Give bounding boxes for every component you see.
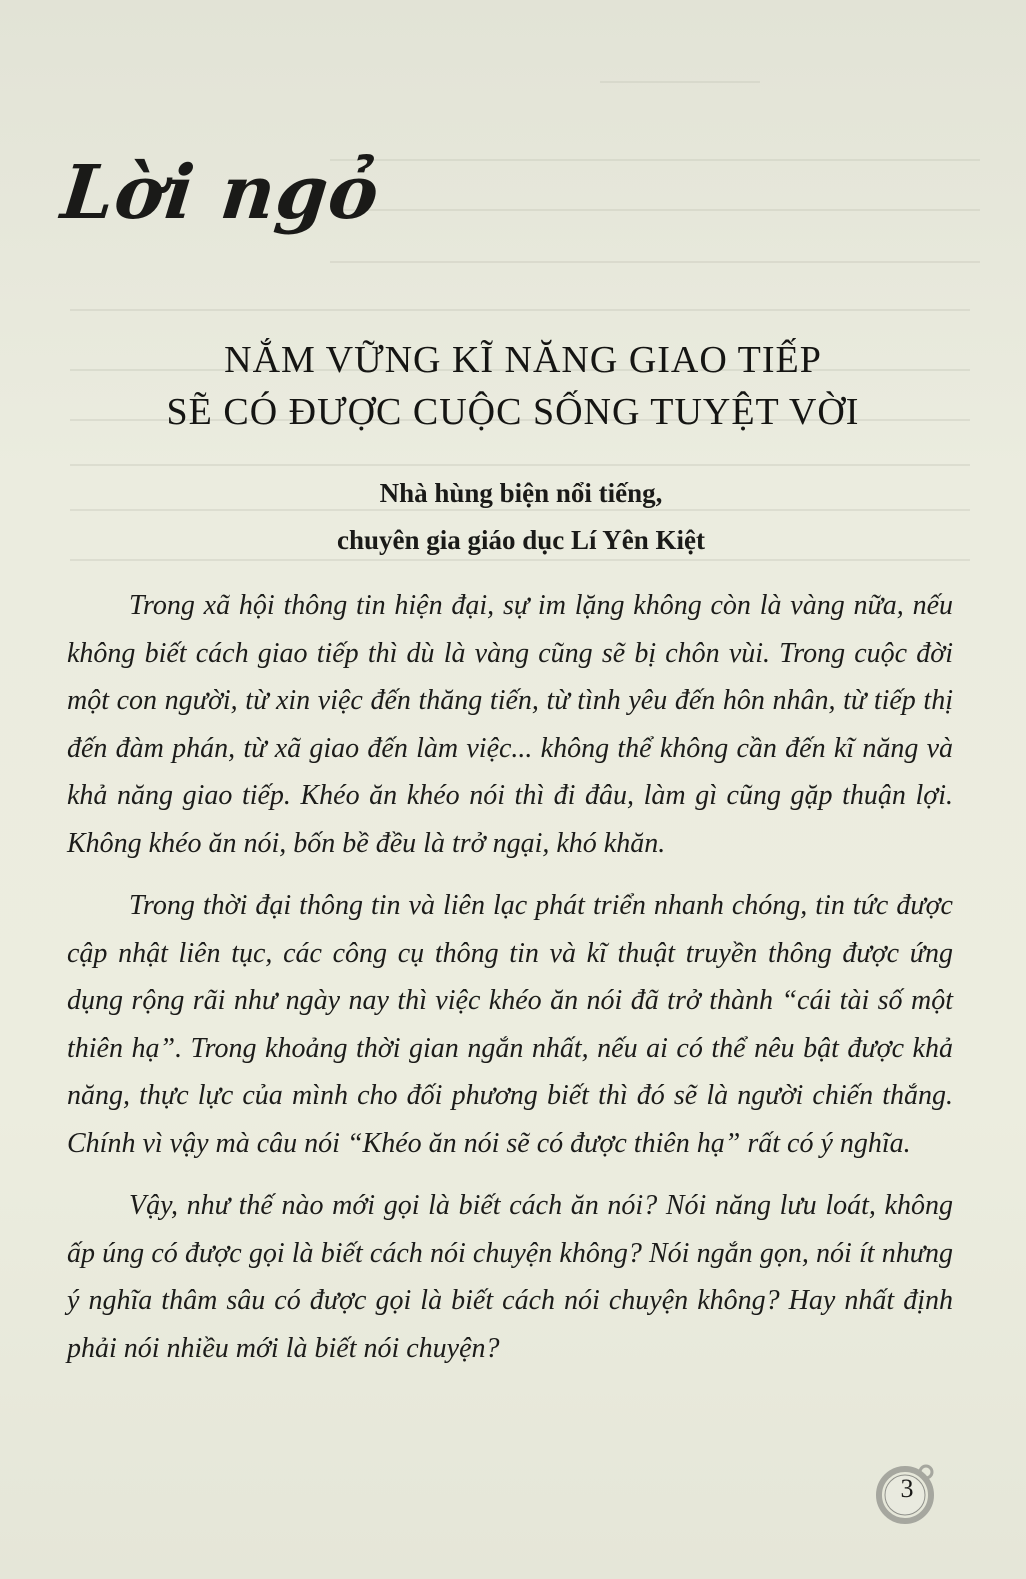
paragraph: Vậy, như thế nào mới gọi là biết cách ăn nói? Nói năng lưu loát, không ấp úng có được gọi là biết cách nói chuyện không? Nói ngắn gọn, nói ít nhưng ý nghĩa thâm sâu có được gọi là biết cách nói chuyện không? Hay nhất định phải nói nhiều mới là biết nói chuyện? [67,1190,953,1364]
paragraph: Trong xã hội thông tin hiện đại, sự im lặng không còn là vàng nữa, nếu không biết cách giao tiếp thì dù là vàng cũng sẽ bị chôn vùi. Trong cuộc đời một con người, từ xin việc đến thăng tiến, từ tình yêu đến hôn nhân, từ tiếp thị đến đàm phán, từ xã giao đến làm việc... không thể không cần đến kĩ năng và khả năng giao tiếp. Khéo ăn khéo nói thì đi đâu, làm gì cũng gặp thuận lợi. Không khéo ăn nói, bốn bề đều là trở ngại, khó khăn. [67,590,953,859]
chapter-title-line-1: NẮM VỮNG KĨ NĂNG GIAO TIẾP [224,339,822,381]
page-number-badge [874,1460,940,1526]
chapter-title-line-2: SẼ CÓ ĐƯỢC CUỘC SỐNG TUYỆT VỜI [166,391,860,433]
paragraph: Trong thời đại thông tin và liên lạc phát triển nhanh chóng, tin tức được cập nhật liên tục, các công cụ thông tin và kĩ thuật truyền thông được ứng dụng rộng rãi như ngày nay thì việc khéo ăn nói đã trở thành “cái tài số một thiên hạ”. Trong khoảng thời gian ngắn nhất, nếu ai có thể nêu bật được khả năng, thực lực của mình cho đối phương biết thì đó sẽ là người chiến thắng. Chính vì vậy mà câu nói “Khéo ăn nói sẽ có được thiên hạ” rất có ý nghĩa. [67,890,953,1159]
author-line-1: Nhà hùng biện nổi tiếng, [379,478,663,508]
body-text [67,582,953,1387]
author-line-2: chuyên gia giáo dục Lí Yên Kiệt [336,525,706,555]
page-number: 3 [900,1474,914,1503]
section-heading: Lời ngỏ [57,150,384,236]
